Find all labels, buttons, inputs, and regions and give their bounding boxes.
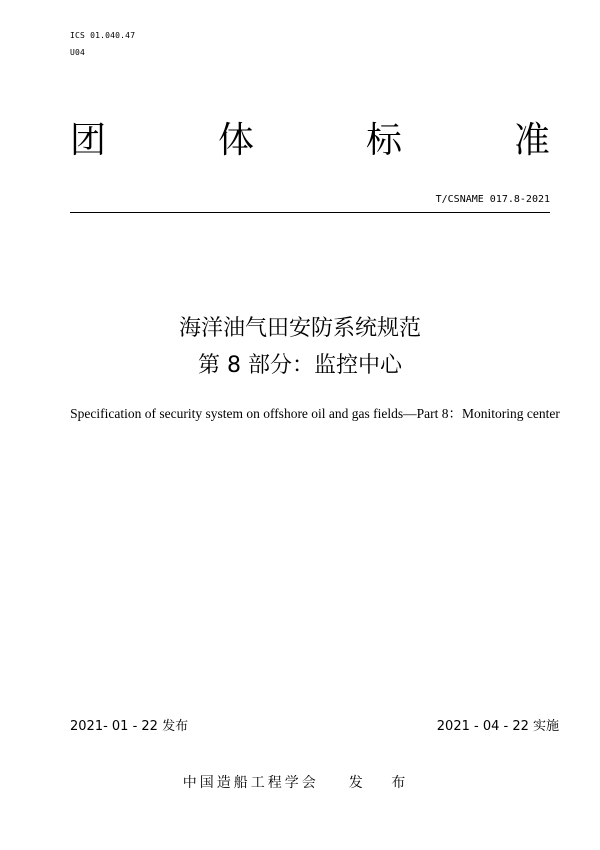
document-type-heading bbox=[70, 118, 550, 164]
ics-code: ICS 01.040.47 bbox=[70, 31, 136, 40]
heading-char-3: 标 bbox=[365, 120, 402, 161]
implementation-date: 2021 - 04 - 22 实施 bbox=[436, 719, 559, 734]
issue-date: 2021- 01 - 22 发布 bbox=[70, 719, 189, 734]
heading-char-1: 团 bbox=[70, 120, 107, 161]
main-title-line-2: 第 8 部分：监控中心 bbox=[198, 353, 402, 378]
heading-char-2: 体 bbox=[217, 120, 254, 161]
issuer-name: 中国造船工程学会 bbox=[182, 775, 319, 791]
english-title: Specification of security system on offshore oil and gas fields—Part 8：Monitoring center bbox=[70, 406, 560, 421]
header-divider bbox=[70, 212, 550, 213]
standard-number: T/CSNAME 017.8-2021 bbox=[435, 194, 550, 205]
issue-label: 发 布 bbox=[348, 775, 418, 791]
ccs-code: U04 bbox=[70, 48, 86, 57]
issuer-line bbox=[0, 774, 600, 792]
heading-char-4: 准 bbox=[513, 120, 550, 161]
main-title-line-1: 海洋油气田安防系统规范 bbox=[178, 316, 421, 341]
